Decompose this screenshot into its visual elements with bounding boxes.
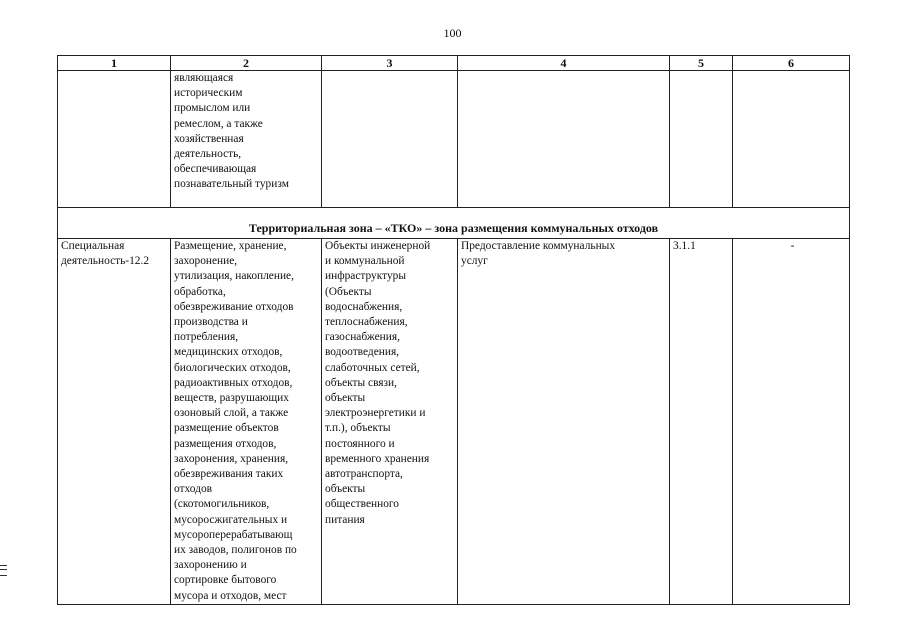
- zone-heading-row: [58, 208, 850, 239]
- cell-parameters: -: [733, 239, 850, 605]
- cell-description: Размещение, хранение, захоронение, утилизация, накопление, обработка, обезвреживание отходов производства и потребления, медицинских отходов, биологических отходов, радиоактивных отходов, веществ, разрушающих озоновый слой, а также размещение объектов размещения отходов, захоронения, хранения, обезвреживания таких отходов (скотомогильников, мусоросжигательных и мусороперерабатывающ их заводов, полигонов по захоронению и сортировке бытового мусора и отходов, мест: [171, 239, 322, 605]
- cell-auxiliary-use: [458, 71, 670, 208]
- column-header-6: 6: [733, 56, 850, 71]
- land-use-table: [57, 55, 850, 605]
- table-row-continuation: [58, 71, 850, 208]
- cell-objects: Объекты инженерной и коммунальной инфраструктуры (Объекты водоснабжения, теплоснабжения, газоснабжения, водоотведения, слаботочных сетей, объекты связи, объекты электроэнергетики и т.п.), объекты постоянного и временного хранения автотранспорта, объекты общественного питания: [322, 239, 458, 605]
- column-header-1: 1: [58, 56, 171, 71]
- table-row-special-activity: [58, 239, 850, 605]
- cell-parameters: [733, 71, 850, 208]
- cell-code: 3.1.1: [670, 239, 733, 605]
- column-header-2: 2: [171, 56, 322, 71]
- cell-kind-name: Специальная деятельность-12.2: [58, 239, 171, 605]
- column-header-4: 4: [458, 56, 670, 71]
- cell-code: [670, 71, 733, 208]
- column-header-5: 5: [670, 56, 733, 71]
- cell-objects: [322, 71, 458, 208]
- zone-title: Территориальная зона – «ТКО» – зона размещения коммунальных отходов: [58, 208, 850, 239]
- page-number: 100: [443, 26, 462, 40]
- table-header-row: [58, 56, 850, 71]
- cell-kind-name: [58, 71, 171, 208]
- column-header-3: 3: [322, 56, 458, 71]
- cell-auxiliary-use: Предоставление коммунальных услуг: [458, 239, 670, 605]
- margin-mark: [0, 565, 7, 576]
- cell-description: являющаяся историческим промыслом или ремеслом, а также хозяйственная деятельность, обеспечивающая познавательный туризм: [171, 71, 322, 208]
